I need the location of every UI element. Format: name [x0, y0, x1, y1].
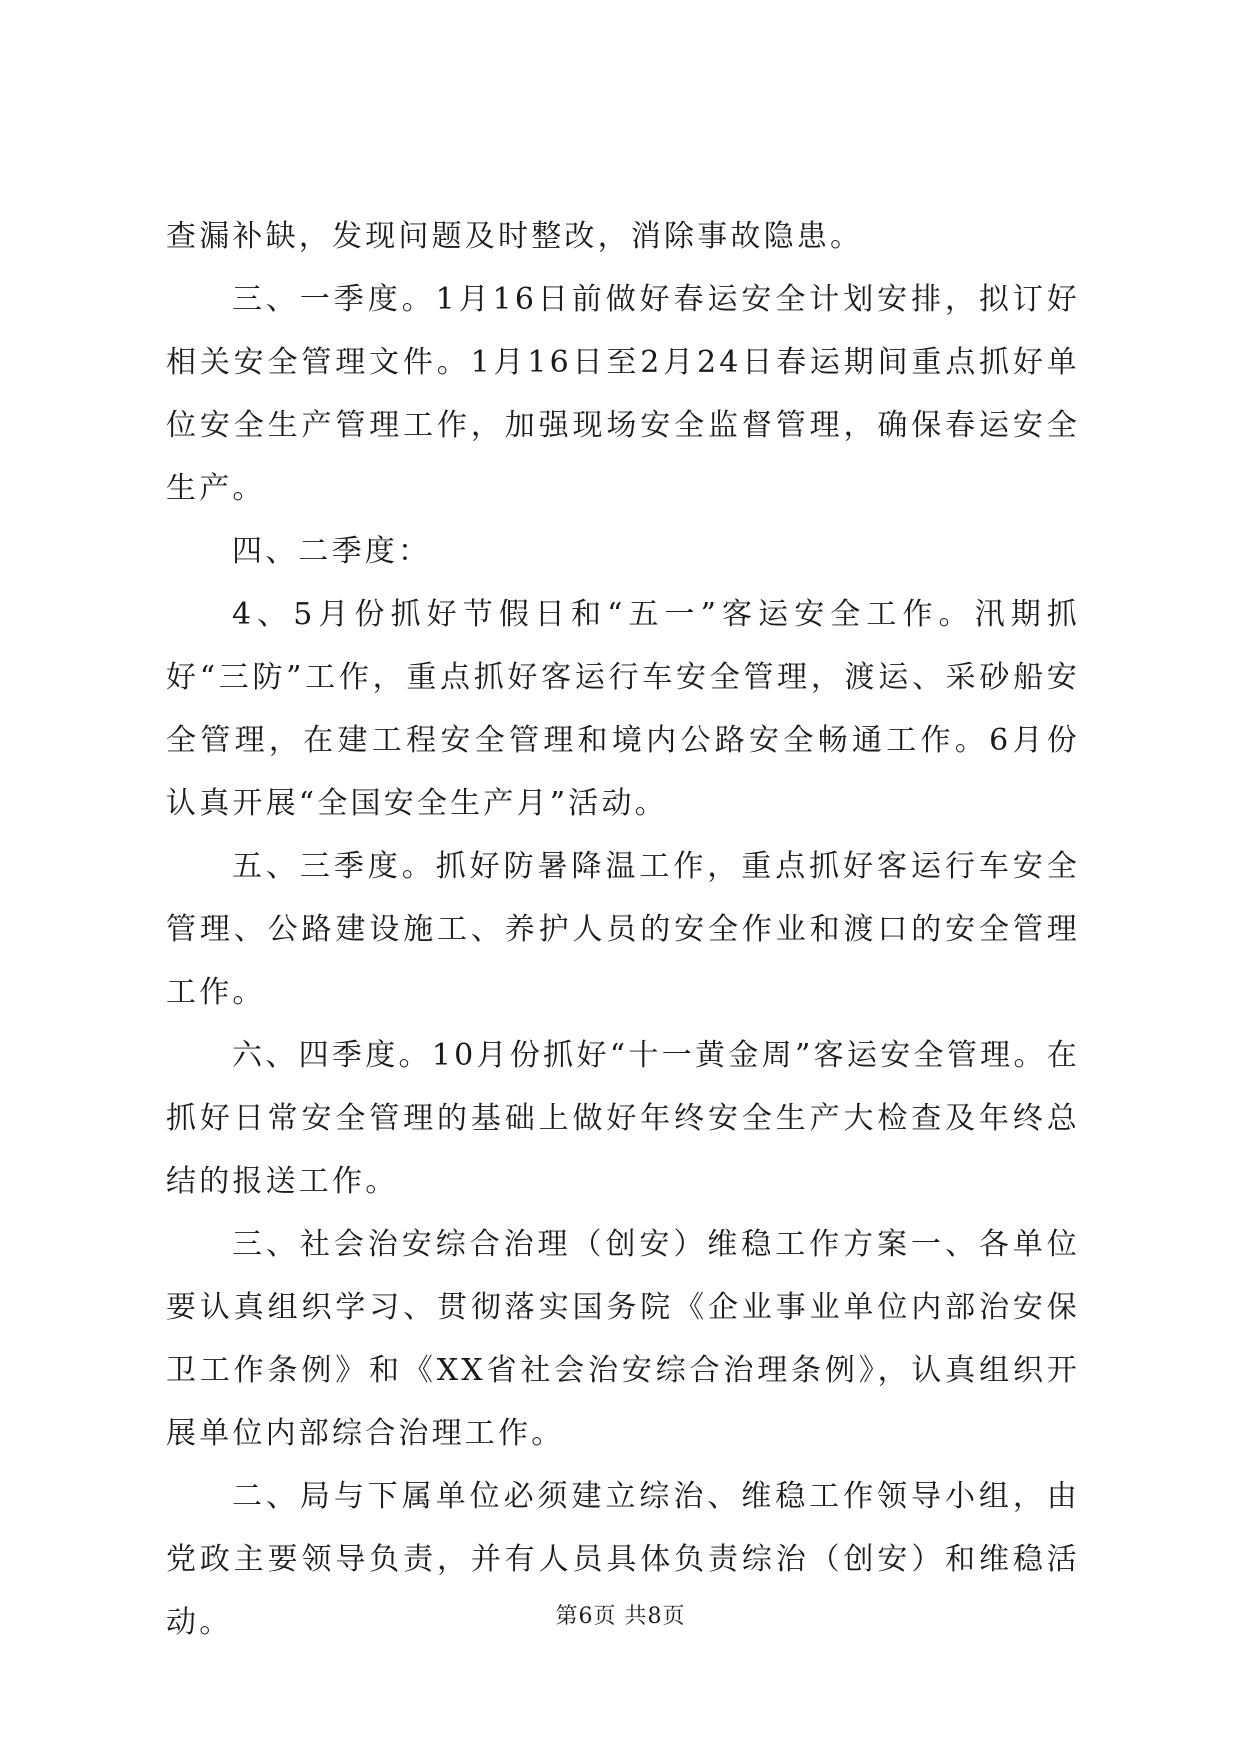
document-body	[166, 205, 1080, 1654]
paragraph-3: 四、二季度：	[232, 534, 432, 569]
paragraph-5: 五、三季度。抓好防暑降温工作，重点抓好客运行车安全管理、公路建设施工、养护人员的安全作业和渡口的安全管理工作。	[166, 849, 1080, 1010]
paragraph-2: 三、一季度。1月16日前做好春运安全计划安排，拟订好相关安全管理文件。1月16日至2月24日春运期间重点抓好单位安全生产管理工作，加强现场安全监督管理，确保春运安全生产。	[166, 282, 1080, 506]
page-number-footer: 第6页 共8页	[555, 1604, 686, 1629]
paragraph-8: 二、局与下属单位必须建立综治、维稳工作领导小组，由党政主要领导负责，并有人员具体负责综治（创安）和维稳活动。	[166, 1479, 1080, 1640]
paragraph-4: 4、5月份抓好节假日和“五一”客运安全工作。汛期抓好“三防”工作，重点抓好客运行车安全管理，渡运、采砂船安全管理，在建工程安全管理和境内公路安全畅通工作。6月份认真开展“全国安全生产月”活动。	[166, 597, 1080, 821]
paragraph-7: 三、社会治安综合治理（创安）维稳工作方案一、各单位要认真组织学习、贯彻落实国务院《企业事业单位内部治安保卫工作条例》和《XX省社会治安综合治理条例》，认真组织开展单位内部综合治理工作。	[166, 1227, 1080, 1451]
paragraph-1: 查漏补缺，发现问题及时整改，消除事故隐患。	[166, 219, 864, 254]
paragraph-6: 六、四季度。10月份抓好“十一黄金周”客运安全管理。在抓好日常安全管理的基础上做好年终安全生产大检查及年终总结的报送工作。	[166, 1038, 1080, 1199]
